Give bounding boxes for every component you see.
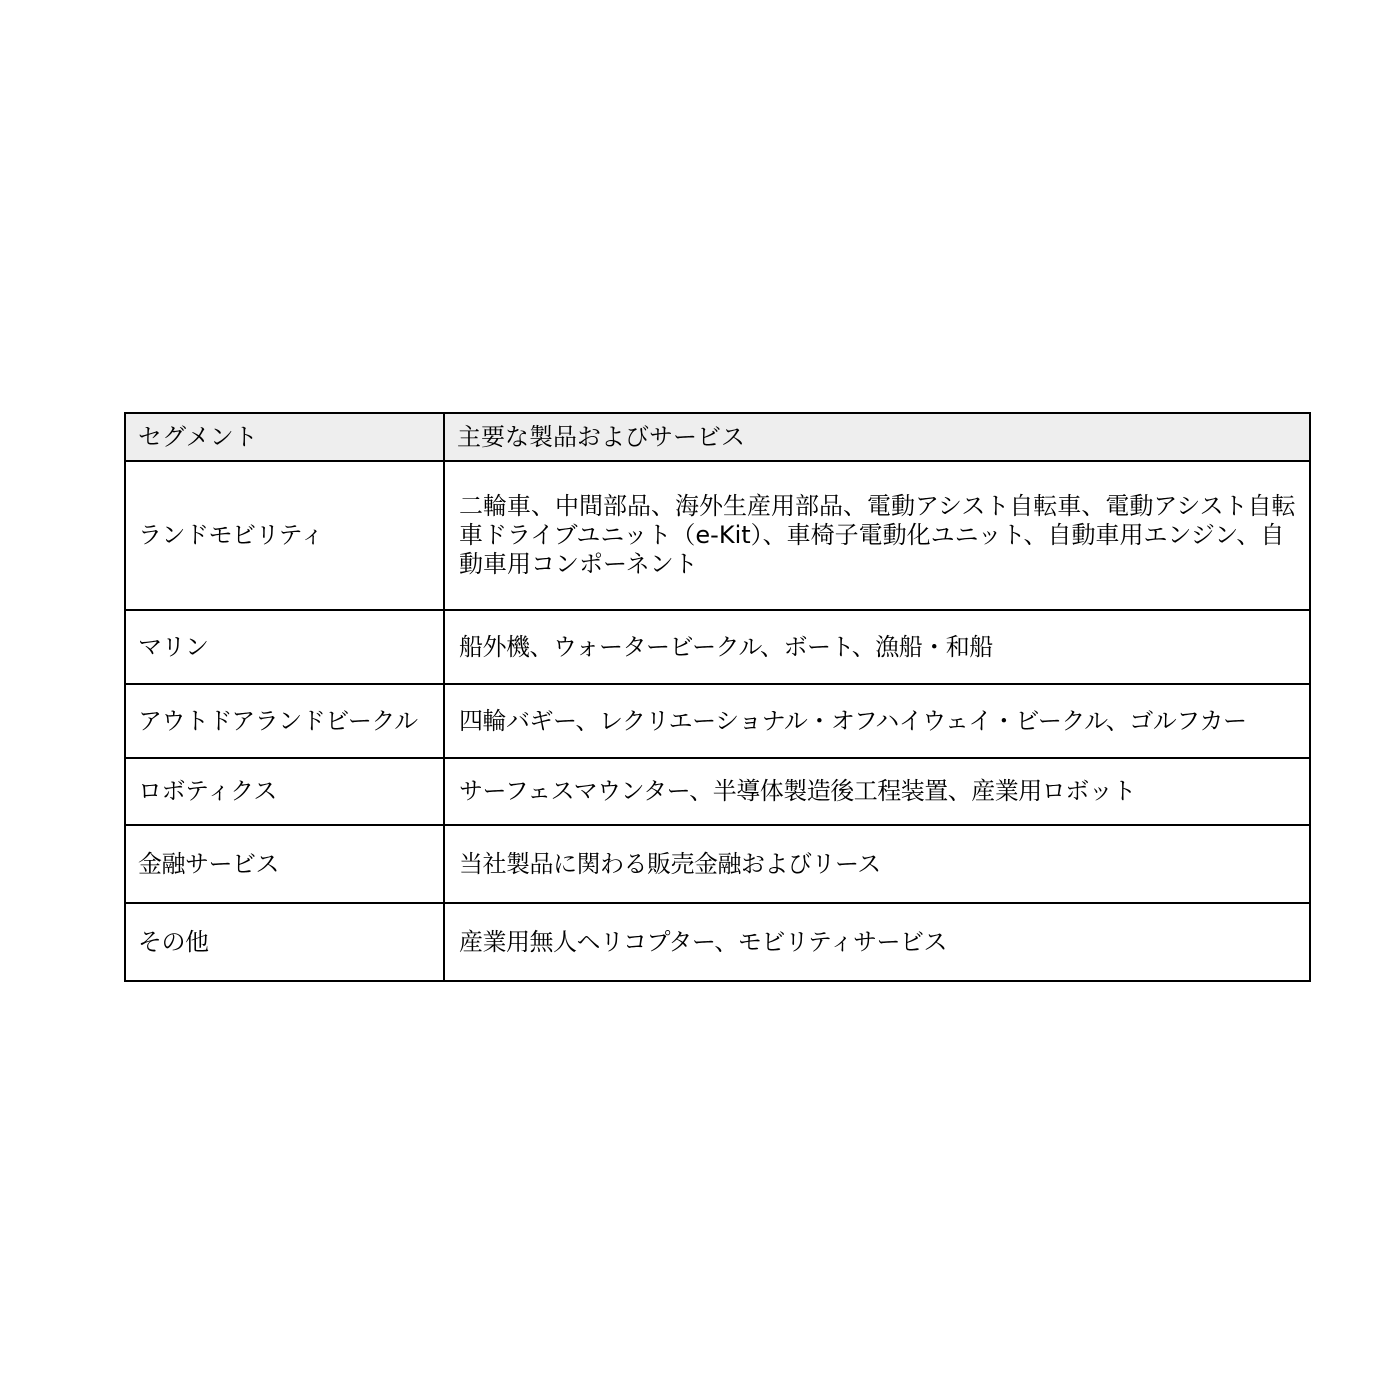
- table-row: [125, 610, 1310, 684]
- table-row: [125, 903, 1310, 981]
- table-header: [125, 413, 1310, 461]
- segment-cell: マリン: [125, 610, 444, 684]
- products-cell: サーフェスマウンター、半導体製造後工程装置、産業用ロボット: [444, 758, 1310, 825]
- segment-cell: ロボティクス: [125, 758, 444, 825]
- segment-cell: アウトドアランドビークル: [125, 684, 444, 758]
- table-body: [125, 461, 1310, 981]
- products-cell: 四輪バギー、レクリエーショナル・オフハイウェイ・ビークル、ゴルフカー: [444, 684, 1310, 758]
- header-products: 主要な製品およびサービス: [444, 413, 1310, 461]
- header-row: [125, 413, 1310, 461]
- segment-cell: 金融サービス: [125, 825, 444, 903]
- table-row: [125, 684, 1310, 758]
- table-row: [125, 825, 1310, 903]
- products-cell: 船外機、ウォータービークル、ボート、漁船・和船: [444, 610, 1310, 684]
- products-cell: 当社製品に関わる販売金融およびリース: [444, 825, 1310, 903]
- table-row: [125, 758, 1310, 825]
- products-cell: 産業用無人ヘリコプター、モビリティサービス: [444, 903, 1310, 981]
- header-segment: セグメント: [125, 413, 444, 461]
- table-row: [125, 461, 1310, 610]
- products-cell: 二輪車、中間部品、海外生産用部品、電動アシスト自転車、電動アシスト自転車ドライブユニット（e-Kit）、車椅子電動化ユニット、自動車用エンジン、自動車用コンポーネント: [444, 461, 1310, 610]
- segment-cell: ランドモビリティ: [125, 461, 444, 610]
- segment-cell: その他: [125, 903, 444, 981]
- segment-table: [124, 412, 1311, 982]
